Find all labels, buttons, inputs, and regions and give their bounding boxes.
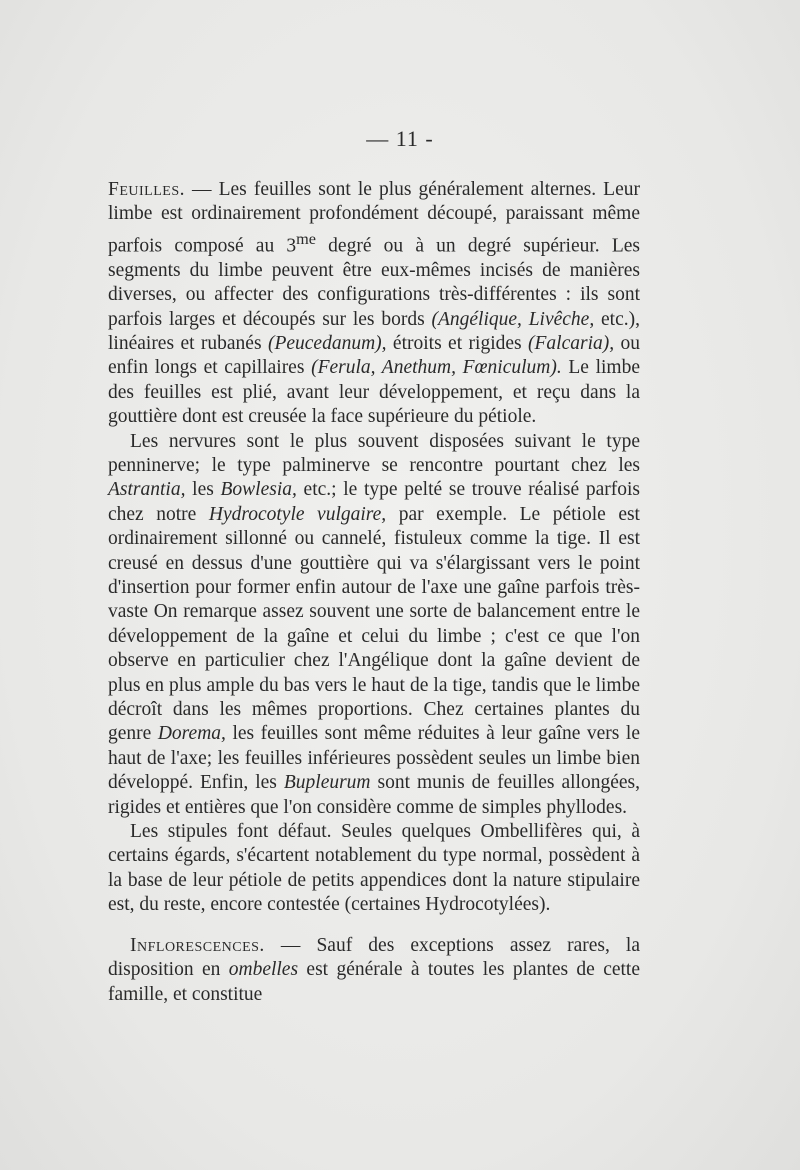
text-run: par exemple. Le pétiole est ordinairement sillonné ou cannelé, fistuleux comme la tige. Il est creusé en dessus d'une gouttière qui va s'élargissant vers le point d'insertion pour former enfin autour de l'axe une gaîne parfois très-vaste On remarque assez souvent une sorte de balancement entre le développement de la gaîne et celui du limbe ; c'est ce que l'on observe en particulier chez l'Angélique dont la gaîne devient de plus en plus ample du bas vers le haut de la tige, tandis que le limbe décroît dans les mêmes proportions. Chez certaines plantes du genre bbox=[108, 503, 640, 745]
italic-term: Bupleurum bbox=[283, 772, 371, 794]
text-run: ou enfin longs et capillaires bbox=[108, 332, 641, 379]
text-run: les bbox=[185, 479, 221, 501]
text-run: les feuilles sont même réduites à leur gaîne vers le haut de l'axe; les feuilles inférieures possèdent seules un limbe bien développé. Enfin, les bbox=[108, 723, 640, 794]
text-run: sont munis de feuilles allongées, rigides et entières que l'on considère comme de simples phyllodes. bbox=[108, 772, 640, 818]
paragraph-stipules: Les stipules font défaut. Seules quelques Ombellifères qui, à certains égards, s'écartent notablement du type normal, possèdent à la base de leur pétiole de petits appendices dont la nature stipulaire est, du reste, encore contestée (certaines Hydrocotylées). bbox=[108, 821, 640, 916]
italic-term: ombelles bbox=[228, 959, 299, 981]
italic-term: Hydrocotyle vulgaire, bbox=[208, 503, 387, 525]
text-run: degré ou à un degré supérieur. Les segments du limbe peuvent être eux-mêmes incisés de manières diverses, ou affecter des configurations très-différentes : ils sont parfois larges et découpés sur les bords bbox=[108, 235, 640, 330]
italic-term: Dorema, bbox=[157, 723, 226, 745]
italic-term: Bowlesia, bbox=[220, 479, 297, 501]
paragraph-nervures bbox=[108, 430, 640, 821]
text-run: etc.; le type pelté se trouve réalisé parfois chez notre bbox=[108, 479, 640, 525]
superscript: me bbox=[296, 229, 316, 248]
text-run: — Les feuilles sont le plus généralement alternes. Leur limbe est ordinairement profondément découpé, paraissant même parfois composé au 3 bbox=[108, 179, 640, 257]
text-run: etc.), linéaires et rubanés bbox=[108, 308, 640, 354]
text-run: étroits et rigides bbox=[386, 332, 528, 354]
text-run: Le limbe des feuilles est plié, avant leur développement, et reçu dans la gouttière dont est creusée la face supérieure du pétiole. bbox=[108, 357, 640, 428]
section-gap bbox=[108, 918, 640, 934]
italic-term: (Ferula, Anethum, Fœniculum). bbox=[311, 357, 562, 379]
italic-term: (Falcaria), bbox=[528, 332, 615, 354]
section-heading-feuilles: Feuilles. bbox=[108, 179, 185, 200]
text-run: — Sauf des exceptions assez rares, la disposition en bbox=[108, 934, 640, 981]
body-text bbox=[108, 178, 640, 1007]
text-run: est générale à toutes les plantes de cette famille, et constitue bbox=[108, 959, 640, 1005]
text-run: Les nervures sont le plus souvent disposées suivant le type penninerve; le type palminerve se rencontre pourtant chez les bbox=[108, 430, 640, 476]
paragraph-feuilles bbox=[108, 178, 640, 430]
italic-term: (Peucedanum), bbox=[267, 332, 387, 354]
italic-term: (Angélique, Livêche, bbox=[431, 308, 595, 330]
paragraph-inflorescences bbox=[108, 934, 640, 1007]
italic-term: Astrantia, bbox=[108, 479, 186, 501]
page-number: — 11 - bbox=[366, 126, 434, 151]
section-heading-inflorescences: Inflorescences. bbox=[130, 934, 265, 956]
